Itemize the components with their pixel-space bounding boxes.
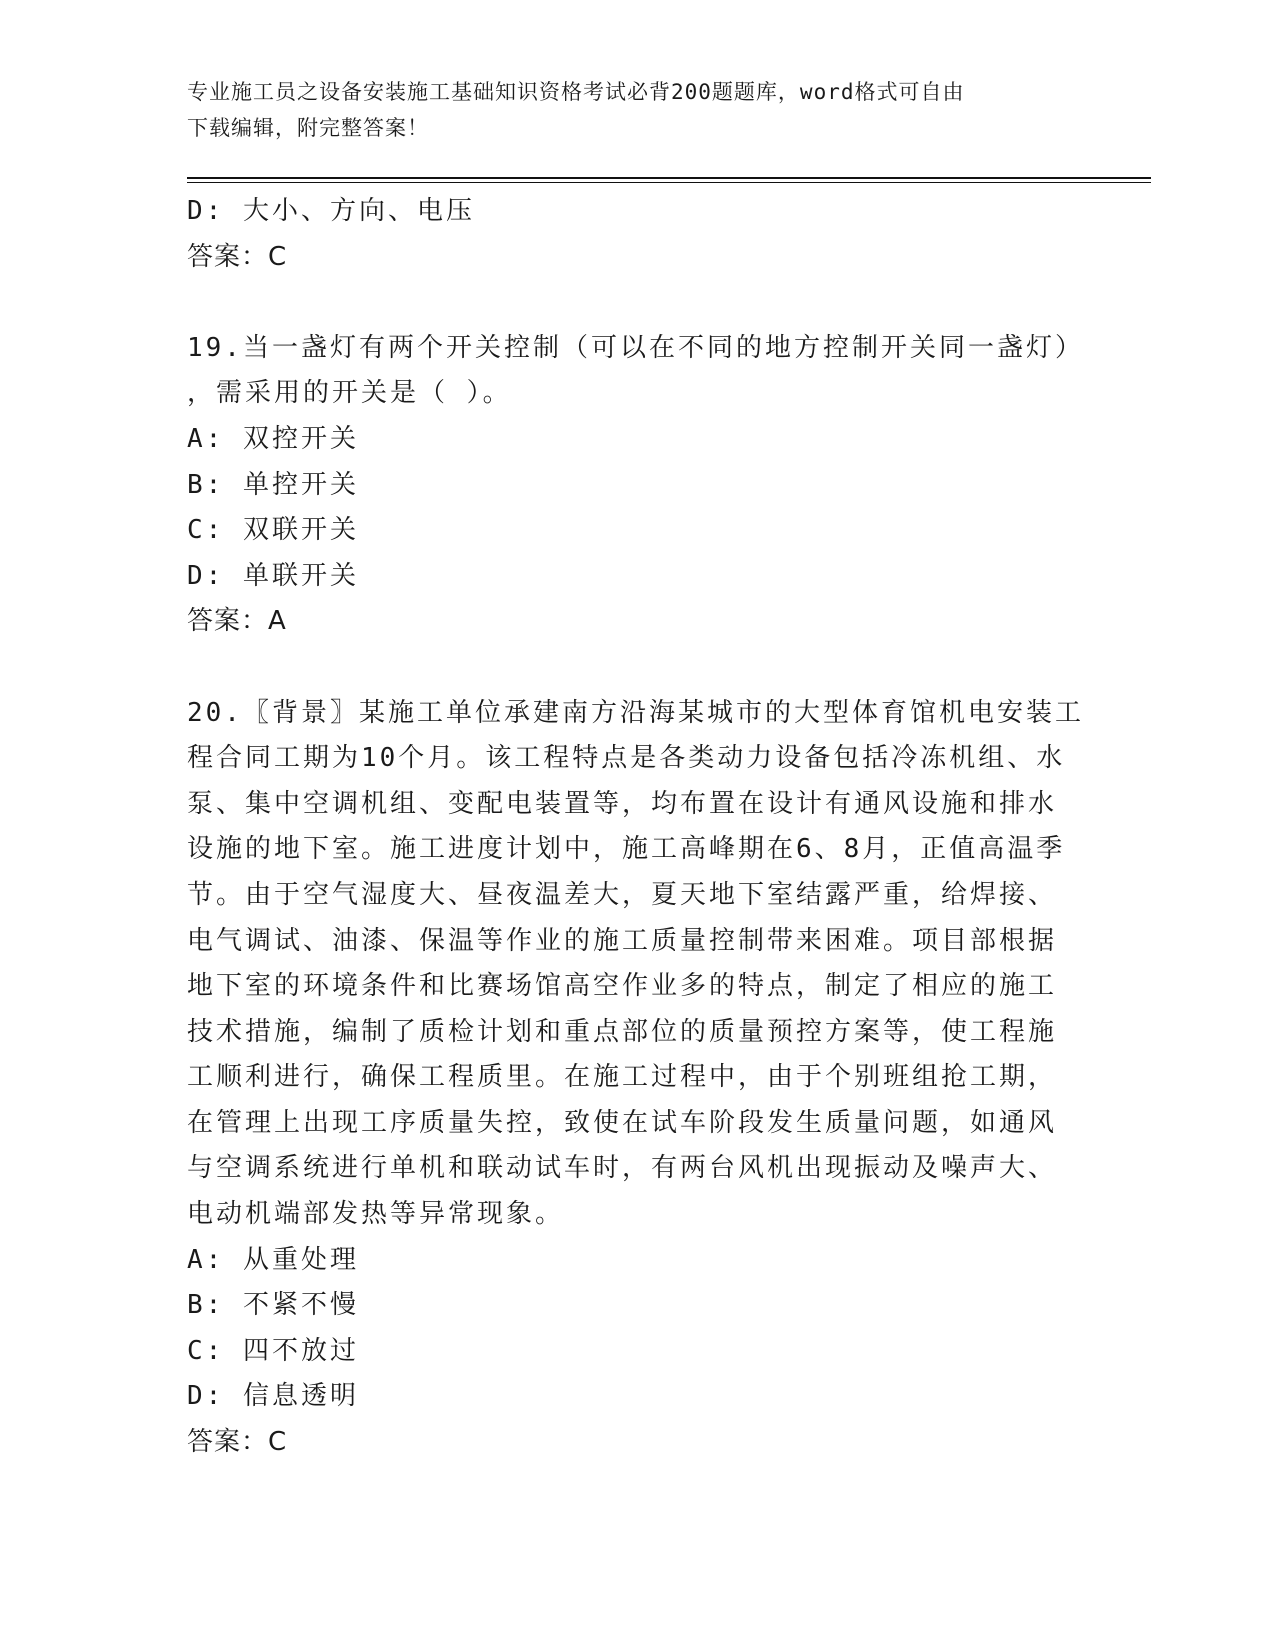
q19-stem-line-1: 19.当一盏灯有两个开关控制（可以在不同的地方控制开关同一盏灯） [187, 332, 1084, 363]
page-header [187, 74, 1067, 146]
q20-option-d: D: 信息透明 [187, 1381, 359, 1412]
q20-stem-line-8: 技术措施，编制了质检计划和重点部位的质量预控方案等，使工程施 [187, 1016, 1058, 1047]
question-19 [187, 326, 1087, 645]
q20-stem-line-4: 设施的地下室。施工进度计划中，施工高峰期在6、8月，正值高温季 [187, 834, 1066, 865]
prev-option-d: D: 大小、方向、电压 [187, 196, 475, 226]
q20-option-a: A: 从重处理 [187, 1244, 359, 1275]
spacer [187, 645, 1087, 691]
q19-answer: 答案：A [187, 606, 287, 637]
q20-stem-line-9: 工顺利进行，确保工程质里。在施工过程中，由于个别班组抢工期， [187, 1062, 1058, 1093]
prev-answer: 答案：C [187, 241, 288, 272]
q20-stem-line-5: 节。由于空气湿度大、昼夜温差大，夏天地下室结露严重，给焊接、 [187, 879, 1058, 910]
q20-stem-line-2: 程合同工期为10个月。该工程特点是各类动力设备包括冷冻机组、水 [187, 743, 1066, 774]
q20-stem-line-12: 电动机端部发热等异常现象。 [187, 1199, 565, 1230]
q20-stem-line-7: 地下室的环境条件和比赛场馆高空作业多的特点，制定了相应的施工 [187, 971, 1058, 1002]
question-20 [187, 691, 1087, 1466]
question-content [187, 189, 1087, 1466]
q20-stem-line-6: 电气调试、油漆、保温等作业的施工质量控制带来困难。项目部根据 [187, 925, 1058, 956]
q20-stem-line-11: 与空调系统进行单机和联动试车时，有两台风机出现振动及噪声大、 [187, 1153, 1058, 1184]
q19-option-c: C: 双联开关 [187, 515, 359, 546]
header-divider-thin [187, 182, 1151, 183]
q20-stem-line-3: 泵、集中空调机组、变配电装置等，均布置在设计有通风设施和排水 [187, 788, 1058, 819]
q20-stem-line-1: 20.〖背景〗某施工单位承建南方沿海某城市的大型体育馆机电安装工 [187, 697, 1084, 728]
q19-stem-line-2: ，需采用的开关是（ ）。 [187, 378, 512, 409]
q19-option-a: A: 双控开关 [187, 423, 359, 454]
q19-option-b: B: 单控开关 [187, 469, 359, 500]
q19-option-d: D: 单联开关 [187, 560, 359, 591]
q20-stem-line-10: 在管理上出现工序质量失控，致使在试车阶段发生质量问题，如通风 [187, 1107, 1058, 1138]
header-line-2: 下载编辑，附完整答案！ [187, 116, 429, 140]
q20-answer: 答案：C [187, 1427, 288, 1458]
q20-option-c: C: 四不放过 [187, 1335, 359, 1366]
spacer [187, 280, 1087, 326]
q20-option-b: B: 不紧不慢 [187, 1290, 359, 1321]
header-line-1: 专业施工员之设备安装施工基础知识资格考试必背200题题库，word格式可自由 [187, 80, 965, 104]
header-divider-thick [187, 177, 1151, 179]
